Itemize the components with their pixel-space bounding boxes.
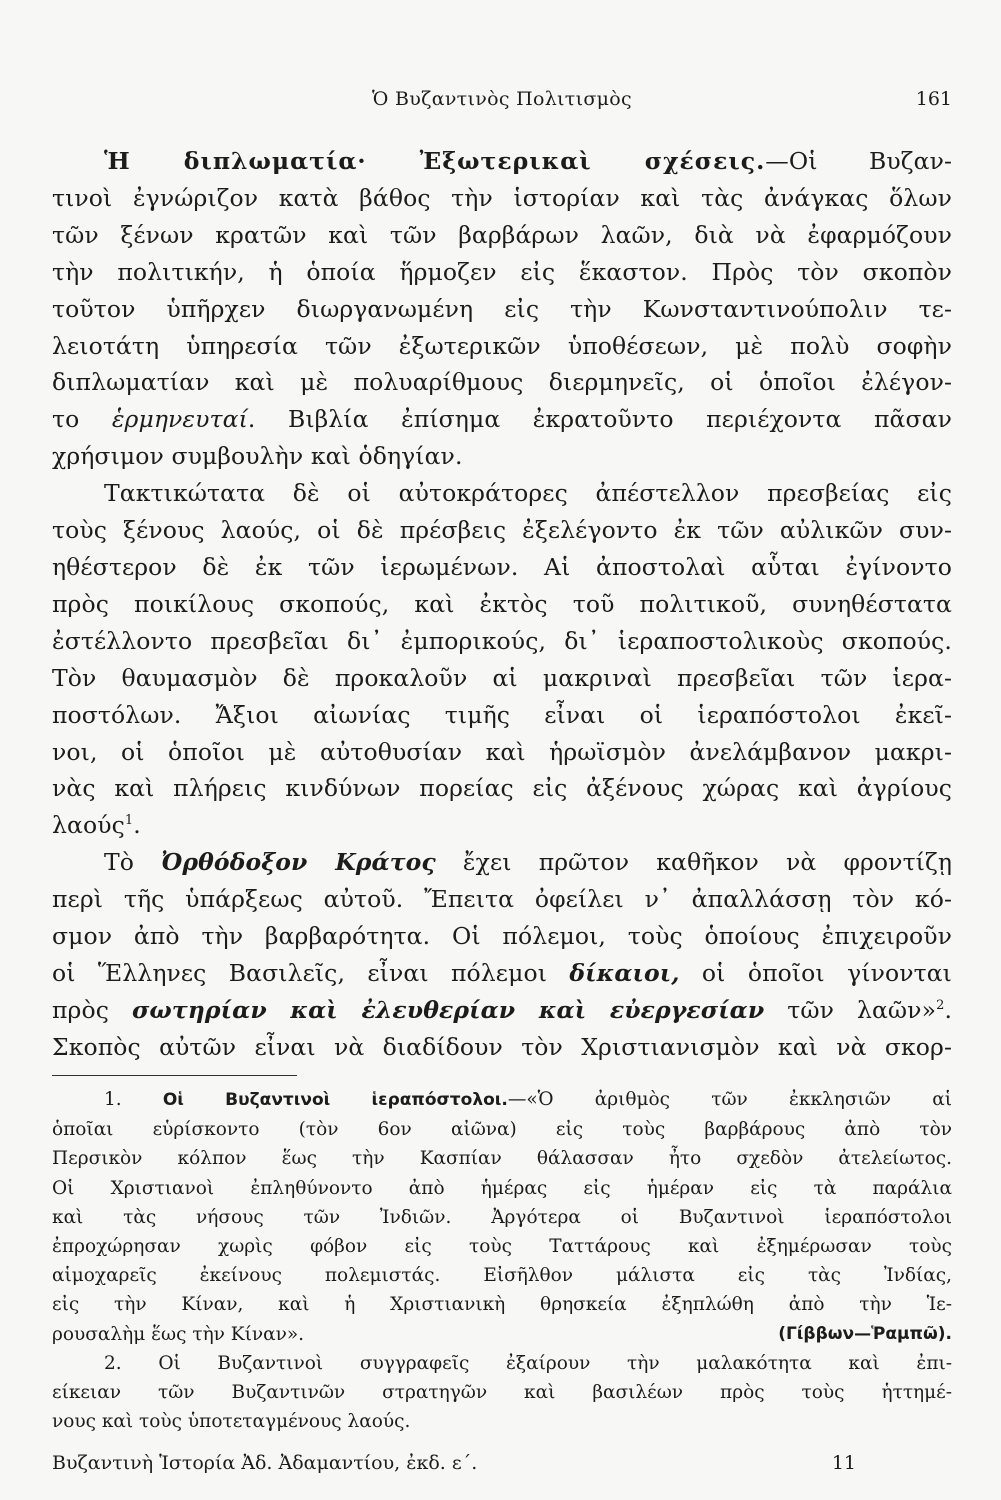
footnote-attribution: (Γίββων—Ῥαμπῶ).	[778, 1323, 952, 1344]
footnote-line: είκειαν τῶν Βυζαντινῶν στρατηγῶν καὶ βασιλέων πρὸς τοὺς ἡττημέ-	[52, 1382, 952, 1404]
footnote-ref[interactable]: 1	[124, 813, 134, 829]
text-line: νὰς καὶ πλήρεις κινδύνων πορείας εἰς ἀξένους χώρας καὶ ἀγρίους	[52, 774, 952, 803]
text-line: το ἑρμηνευταί. Βιβλία ἐπίσημα ἐκρατοῦντο περιέχοντα πᾶσαν	[52, 405, 953, 434]
footnote-line: εἰς τὴν Κίναν, καὶ ἡ Χριστιανικὴ θρησκεία ἐξηπλώθη ἀπὸ τὴν Ἱε-	[52, 1294, 952, 1316]
footnote-ref[interactable]: 2	[936, 998, 945, 1014]
text-line: τοὺς ξένους λαούς, οἱ δὲ πρέσβεις ἐξελέγοντο ἐκ τῶν αὐλικῶν συν-	[52, 516, 952, 545]
footnote-line: Οἱ Χριστιανοὶ ἐπληθύνοντο ἀπὸ ἡμέρας εἰς ἡμέραν εἰς τὰ παράλια	[52, 1177, 952, 1199]
text-line: διπλωματίαν καὶ μὲ πολυαρίθμους διερμηνεῖς, οἱ ὁποῖοι ἐλέγον-	[52, 368, 952, 397]
footnote-line: ὁποῖαι εὑρίσκοντο (τὸν 6ον αἰῶνα) εἰς τοὺς βαρβάρους ἀπὸ τὸν	[52, 1119, 952, 1141]
text-line: οἱ Ἕλληνες Βασιλεῖς, εἶναι πόλεμοι δίκαιοι, οἱ ὁποῖοι γίνονται	[52, 958, 952, 987]
text-line: Ἡ διπλωματία· Ἐξωτερικαὶ σχέσεις.—Οἱ Βυζαν-	[104, 147, 952, 175]
emphasis-term: σωτηρίαν καὶ ἐλευθερίαν καὶ εὐεργεσίαν	[131, 995, 765, 1024]
text-line: τῶν ξένων κρατῶν καὶ τῶν βαρβάρων λαῶν, διὰ νὰ ἐφαρμόζουν	[52, 220, 952, 249]
italic-term: ἑρμηνευταί	[111, 405, 248, 434]
text-line: Τὸν θαυμασμὸν δὲ προκαλοῦν αἱ μακριναὶ πρεσβεῖαι τῶν ἱερα-	[52, 663, 952, 692]
footnotes	[52, 1085, 952, 1436]
text-line: τινοὶ ἐγνώριζον κατὰ βάθος τὴν ἱστορίαν καὶ τὰς ἀνάγκας ὅλων	[52, 183, 952, 212]
text-line: νοι, οἱ ὁποῖοι μὲ αὐτοθυσίαν καὶ ἡρωϊσμὸν ἀνελάμβανον μακρι-	[52, 737, 952, 766]
text-line: πρὸς σωτηρίαν καὶ ἐλευθερίαν καὶ εὐεργεσίαν τῶν λαῶν»$^2$.	[52, 995, 953, 1024]
footnote-line: Περσικὸν κόλπον ἕως τὴν Κασπίαν θάλασσαν ἦτο σχεδὸν ἀτελείωτος.	[52, 1148, 952, 1170]
text-line: χρήσιμον συμβουλὴν καὶ ὁδηγίαν.	[52, 442, 463, 471]
text-line: Τὸ Ὀρθόδοξον Κράτος ἔχει πρῶτον καθῆκον νὰ φροντίζῃ	[104, 848, 953, 877]
text-line: Τακτικώτατα δὲ οἱ αὐτοκράτορες ἀπέστελλον πρεσβείας εἰς	[104, 479, 952, 508]
main-text	[52, 143, 952, 1066]
emphasis-term: δίκαιοι,	[569, 958, 680, 987]
text-line: ηθέστερον δὲ ἐκ τῶν ἱερωμένων. Αἱ ἀποστολαὶ αὗται ἐγίνοντο	[52, 552, 952, 581]
footnote-label: Οἱ Βυζαντινοὶ ἱεραπόστολοι.	[162, 1090, 508, 1110]
section-heading: Ἡ διπλωματία· Ἐξωτερικαὶ σχέσεις.	[104, 147, 766, 175]
page-number: 161	[915, 88, 952, 110]
footnote-1: 1. Οἱ Βυζαντινοὶ ἱεραπόστολοι.—«Ὁ ἀριθμὸς τῶν ἐκκλησιῶν αἱ	[104, 1089, 952, 1110]
footer-imprint: Βυζαντινὴ Ἱστορία Ἀδ. Ἀδαμαντίου, ἐκδ. ε΄.	[52, 1452, 478, 1474]
running-head	[52, 88, 952, 118]
text-line: λαούς$^1$.	[52, 811, 141, 840]
text-line: τοῦτον ὑπῆρχεν διωργανωμένη εἰς τὴν Κωνσταντινούπολιν τε-	[52, 294, 952, 323]
footnote-number: 1.	[104, 1089, 122, 1110]
footnote-line: καὶ τὰς νήσους τῶν Ἰνδιῶν. Ἀργότερα οἱ Βυζαντινοὶ ἱεραπόστολοι	[52, 1206, 952, 1228]
running-title: Ὁ Βυζαντινὸς Πολιτισμὸς	[372, 88, 632, 110]
footnote-line: αἱμοχαρεῖς ἐκείνους πολεμιστάς. Εἰσῆλθον μάλιστα εἰς τὰς Ἰνδίας,	[52, 1265, 952, 1287]
footnote-line: ἐπροχώρησαν χωρὶς φόβον εἰς τοὺς Ταττάρους καὶ ἐξημέρωσαν τοὺς	[52, 1236, 952, 1258]
text-line: Σκοπὸς αὐτῶν εἶναι νὰ διαδίδουν τὸν Χριστιανισμὸν καὶ νὰ σκορ-	[52, 1032, 952, 1061]
footnote-2: 2. Οἱ Βυζαντινοὶ συγγραφεῖς ἐξαίρουν τὴν μαλακότητα καὶ ἐπι-	[104, 1352, 952, 1374]
emphasis-term: Ὀρθόδοξον Κράτος	[161, 848, 436, 877]
text-line: σμον ἀπὸ τὴν βαρβαρότητα. Οἱ πόλεμοι, τοὺς ὁποίους ἐπιχειροῦν	[52, 922, 952, 951]
footnote-line: νους καὶ τοὺς ὑποτεταγμένους λαούς.	[52, 1411, 411, 1433]
footnote-line: ρουσαλὴμ ἕως τὴν Κίναν». (Γίββων—Ῥαμπῶ).	[52, 1320, 952, 1349]
footnote-number: 2.	[104, 1352, 122, 1374]
page-footer	[52, 1452, 952, 1480]
signature-mark: 11	[831, 1452, 856, 1474]
footnote-rule	[52, 1075, 297, 1076]
text-line: πρὸς ποικίλους σκοπούς, καὶ ἐκτὸς τοῦ πολιτικοῦ, συνηθέστατα	[52, 589, 952, 618]
text-line: ἐστέλλοντο πρεσβεῖαι δι᾿ ἐμπορικούς, δι᾿ ἱεραποστολικοὺς σκοπούς.	[52, 626, 952, 655]
text-line: λειοτάτη ὑπηρεσία τῶν ἐξωτερικῶν ὑποθέσεων, μὲ πολὺ σοφὴν	[52, 331, 952, 360]
text-line: τὴν πολιτικήν, ἡ ὁποία ἥρμοζεν εἰς ἕκαστον. Πρὸς τὸν σκοπὸν	[52, 257, 952, 286]
text-line: ποστόλων. Ἄξιοι αἰωνίας τιμῆς εἶναι οἱ ἱεραπόστολοι ἐκεῖ-	[52, 700, 952, 729]
text-line: περὶ τῆς ὑπάρξεως αὐτοῦ. Ἔπειτα ὀφείλει ν᾿ ἀπαλλάσσῃ τὸν κό-	[52, 885, 952, 914]
